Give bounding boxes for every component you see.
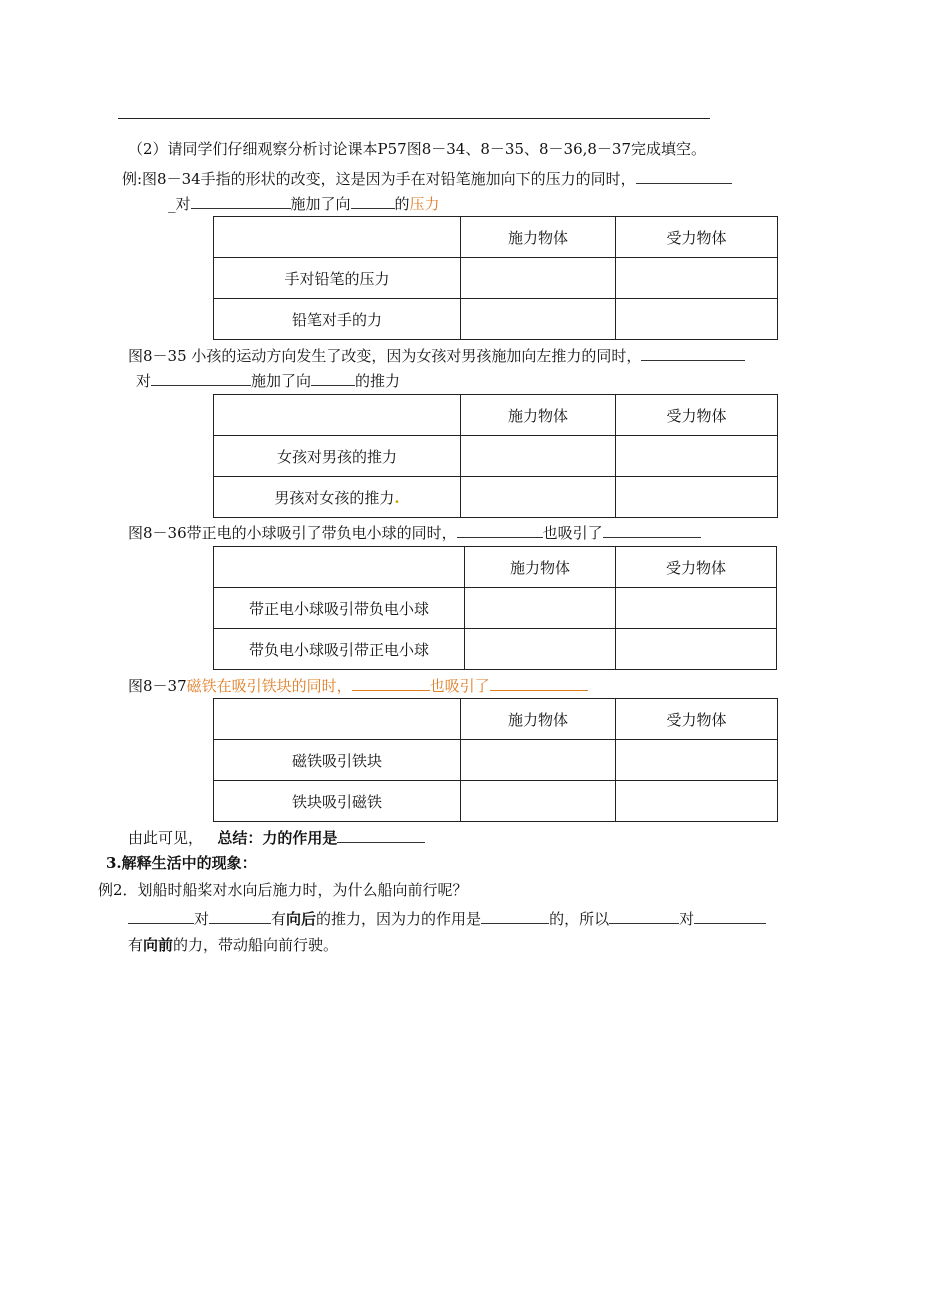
header-receiver: 受力物体 (616, 217, 778, 258)
fig37-line: 图8－37磁铁在吸引铁块的同时， 也吸引了 (128, 675, 588, 696)
fig35-line1: 图8－35 小孩的运动方向发生了改变，因为女孩对男孩施加向左推力的同时， (128, 345, 745, 366)
answer-cell[interactable] (616, 781, 778, 822)
header-receiver: 受力物体 (616, 395, 778, 436)
example2-question: 例2．划船时船桨对水向后施力时，为什么船向前行呢？ (98, 881, 468, 899)
answer-cell[interactable] (461, 477, 616, 518)
row-label: 铅笔对手的力 (214, 299, 461, 340)
example2-answer-line2: 有向前的力，带动船向前行驶。 (128, 936, 339, 954)
answer-cell[interactable] (465, 588, 616, 629)
example-34-line1: 例:图8－34手指的形状的改变，这是因为手在对铅笔施加向下的压力的同时， (122, 168, 732, 189)
blank-field[interactable] (128, 908, 194, 924)
row-label: 女孩对男孩的推力 (214, 436, 461, 477)
blank-field[interactable] (337, 827, 425, 843)
blank-field[interactable] (352, 675, 430, 691)
blank-field[interactable] (351, 193, 395, 209)
answer-cell[interactable] (461, 740, 616, 781)
answer-cell[interactable] (461, 299, 616, 340)
answer-cell[interactable] (616, 477, 778, 518)
header-applier: 施力物体 (461, 699, 616, 740)
answer-cell[interactable] (616, 436, 778, 477)
fig35-line2: 对 施加了向 的推力 (136, 372, 401, 390)
answer-cell[interactable] (616, 740, 778, 781)
blank-field[interactable] (609, 908, 679, 924)
answer-cell[interactable] (465, 629, 616, 670)
row-label: 铁块吸引磁铁 (214, 781, 461, 822)
fig36-line: 图8－36带正电的小球吸引了带负电小球的同时， 也吸引了 (128, 522, 701, 543)
blank-field[interactable] (641, 345, 745, 361)
top-rule (118, 118, 710, 119)
example-34-line2: _对 施加了向 的压力 (168, 195, 440, 213)
header-receiver: 受力物体 (616, 699, 778, 740)
mark-dot: . (394, 488, 400, 507)
answer-cell[interactable] (616, 629, 777, 670)
blank-field[interactable] (481, 908, 549, 924)
blank-field[interactable] (694, 908, 766, 924)
blank-field[interactable] (151, 370, 251, 386)
header-applier: 施力物体 (461, 395, 616, 436)
blank-field[interactable] (209, 908, 271, 924)
summary-line: 由此可见， 总结：力的作用是 (128, 827, 425, 848)
section-3-title: 3.解释生活中的现象： (106, 854, 257, 872)
blank-field[interactable] (603, 522, 701, 538)
row-label: 带负电小球吸引带正电小球 (214, 629, 465, 670)
row-label: 带正电小球吸引带负电小球 (214, 588, 465, 629)
answer-cell[interactable] (616, 299, 778, 340)
blank-field[interactable] (191, 193, 291, 209)
example2-answer-line1: 对 有向后的推力，因为力的作用是 的，所以 对 (128, 908, 766, 929)
force-table-34 (213, 216, 778, 340)
header-receiver: 受力物体 (616, 547, 777, 588)
blank-field[interactable] (490, 675, 588, 691)
row-label: 手对铅笔的压力 (214, 258, 461, 299)
answer-cell[interactable] (461, 436, 616, 477)
row-label: 磁铁吸引铁块 (214, 740, 461, 781)
blank-field[interactable] (311, 370, 355, 386)
answer-cell[interactable] (616, 588, 777, 629)
header-applier: 施力物体 (465, 547, 616, 588)
blank-field[interactable] (457, 522, 543, 538)
answer-cell[interactable] (461, 781, 616, 822)
header-applier: 施力物体 (461, 217, 616, 258)
q2-intro: （2）请同学们仔细观察分析讨论课本P57图8－34、8－35、8－36,8－37完成填空。 (128, 140, 707, 158)
force-table-37 (213, 698, 778, 822)
blank-field[interactable] (636, 168, 732, 184)
force-table-36 (213, 546, 777, 670)
row-label: 男孩对女孩的推力. (214, 477, 461, 518)
force-table-35 (213, 394, 778, 518)
answer-cell[interactable] (616, 258, 778, 299)
answer-cell[interactable] (461, 258, 616, 299)
